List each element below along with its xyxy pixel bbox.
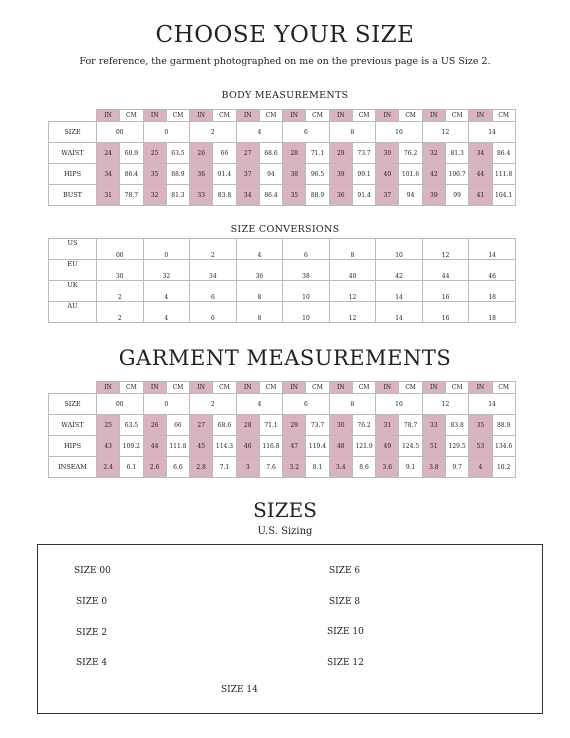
value-cell: 46 (236, 436, 259, 457)
unit-header-cell: CM (492, 382, 515, 394)
unit-header-cell: IN (283, 110, 306, 122)
value-cell: 86.4 (120, 164, 143, 185)
conversion-row (49, 281, 516, 302)
unit-header-cell: IN (329, 110, 352, 122)
value-cell: 94 (399, 185, 422, 206)
unit-header-cell: IN (376, 382, 399, 394)
value-cell: 39 (422, 185, 445, 206)
conversion-cell: 6 (190, 302, 237, 323)
value-cell: 38 (283, 164, 306, 185)
conversion-cell: 2 (97, 281, 144, 302)
value-cell: 7.6 (259, 457, 282, 478)
value-cell: 26 (143, 415, 166, 436)
value-cell: 3 (236, 457, 259, 478)
unit-header-cell: CM (492, 110, 515, 122)
page-subtitle: For reference, the garment photographed on me on the previous page is a US Size 2. (79, 56, 491, 67)
value-cell: 99 (445, 185, 468, 206)
value-cell: 29 (329, 143, 352, 164)
row-label: HIPS (49, 436, 97, 457)
value-cell: 73.7 (306, 415, 329, 436)
value-cell: 91.4 (352, 185, 375, 206)
value-cell: 66 (166, 415, 189, 436)
sizes-subtitle: U.S. Sizing (257, 526, 313, 537)
size-cell: 6 (283, 394, 330, 415)
conversion-cell: 4 (143, 281, 190, 302)
value-cell: 30 (329, 415, 352, 436)
unit-header-cell: CM (120, 110, 143, 122)
unit-header-cell: CM (259, 382, 282, 394)
value-cell: 68.6 (259, 143, 282, 164)
unit-header-row (49, 110, 516, 122)
conversion-cell: 44 (422, 260, 469, 281)
value-cell: 36 (190, 164, 213, 185)
table-row (49, 457, 516, 478)
unit-header-cell: CM (306, 382, 329, 394)
conversion-cell: 36 (236, 260, 283, 281)
unit-header-cell: IN (283, 382, 306, 394)
value-cell: 4 (469, 457, 492, 478)
unit-header-cell: CM (399, 382, 422, 394)
value-cell: 83.8 (213, 185, 236, 206)
conversion-cell: 16 (422, 302, 469, 323)
conversion-cell: 6 (190, 281, 237, 302)
value-cell: 37 (376, 185, 399, 206)
value-cell: 109.2 (120, 436, 143, 457)
value-cell: 43 (97, 436, 120, 457)
conversion-cell: 16 (422, 281, 469, 302)
unit-header-cell: IN (190, 110, 213, 122)
value-cell: 76.2 (352, 415, 375, 436)
value-cell: 7.1 (213, 457, 236, 478)
row-label: WAIST (49, 415, 97, 436)
size-cell: 14 (469, 394, 516, 415)
conversion-cell: 10 (283, 281, 330, 302)
conversion-cell: 2 (97, 302, 144, 323)
value-cell: 73.7 (352, 143, 375, 164)
conversion-cell: 6 (283, 239, 330, 260)
sizes-key-box (37, 544, 543, 714)
row-label: HIPS (49, 164, 97, 185)
value-cell: 34 (236, 185, 259, 206)
size-cell: 2 (190, 394, 237, 415)
conversion-row (49, 239, 516, 260)
conversion-cell: 00 (97, 239, 144, 260)
size-key-label: SIZE 10 (327, 627, 364, 637)
row-label: UK (49, 281, 97, 302)
value-cell: 78.7 (399, 415, 422, 436)
size-conversions-title: SIZE CONVERSIONS (230, 224, 340, 235)
value-cell: 3.8 (422, 457, 445, 478)
value-cell: 45 (190, 436, 213, 457)
size-cell: 00 (97, 122, 144, 143)
conversion-cell: 42 (376, 260, 423, 281)
size-key-12 (327, 658, 364, 668)
value-cell: 99.1 (352, 164, 375, 185)
value-cell: 35 (469, 415, 492, 436)
size-cell: 2 (190, 122, 237, 143)
value-cell: 88.9 (492, 415, 515, 436)
unit-header-cell: IN (376, 110, 399, 122)
value-cell: 27 (236, 143, 259, 164)
size-key-label: SIZE 14 (221, 685, 258, 695)
unit-header-cell: CM (306, 110, 329, 122)
size-key-8 (329, 597, 360, 607)
unit-header-cell: CM (166, 110, 189, 122)
size-key-14 (221, 685, 258, 695)
body-measurements-title: BODY MEASUREMENTS (221, 90, 349, 101)
value-cell: 51 (422, 436, 445, 457)
conversion-cell: 0 (143, 239, 190, 260)
row-label: BUST (49, 185, 97, 206)
table-row (49, 415, 516, 436)
value-cell: 44 (143, 436, 166, 457)
value-cell: 106.7 (445, 164, 468, 185)
value-cell: 37 (236, 164, 259, 185)
value-cell: 119.4 (306, 436, 329, 457)
conversion-cell: 18 (469, 302, 516, 323)
value-cell: 36 (329, 185, 352, 206)
size-cell: 10 (376, 122, 423, 143)
garment-measurements-table (48, 381, 516, 478)
size-key-0 (76, 597, 107, 607)
row-label: US (49, 239, 97, 260)
value-cell: 53 (469, 436, 492, 457)
value-cell: 96.5 (306, 164, 329, 185)
table-row (49, 394, 516, 415)
value-cell: 2.4 (97, 457, 120, 478)
value-cell: 25 (97, 415, 120, 436)
unit-header-cell: IN (469, 110, 492, 122)
size-key-2 (76, 628, 107, 638)
size-cell: 6 (283, 122, 330, 143)
value-cell: 31 (376, 415, 399, 436)
value-cell: 24 (97, 143, 120, 164)
unit-header-cell: CM (399, 110, 422, 122)
value-cell: 60.9 (120, 143, 143, 164)
conversion-row (49, 302, 516, 323)
value-cell: 68.6 (213, 415, 236, 436)
unit-header-cell: CM (213, 110, 236, 122)
unit-header-row (49, 382, 516, 394)
unit-header-cell: IN (422, 110, 445, 122)
size-cell: 8 (329, 122, 376, 143)
value-cell: 86.4 (492, 143, 515, 164)
size-key-label: SIZE 4 (76, 658, 108, 668)
value-cell: 31 (97, 185, 120, 206)
unit-header-cell: CM (213, 382, 236, 394)
value-cell: 83.8 (445, 415, 468, 436)
size-cell: 00 (97, 394, 144, 415)
unit-header-cell: IN (97, 110, 120, 122)
table-row (49, 436, 516, 457)
value-cell: 9.1 (399, 457, 422, 478)
value-cell: 71.1 (259, 415, 282, 436)
size-cell: 14 (469, 122, 516, 143)
value-cell: 28 (236, 415, 259, 436)
table-row (49, 185, 516, 206)
corner-cell (49, 110, 97, 122)
conversion-cell: 40 (329, 260, 376, 281)
value-cell: 6.1 (120, 457, 143, 478)
value-cell: 111.8 (492, 164, 515, 185)
value-cell: 116.8 (259, 436, 282, 457)
value-cell: 26 (190, 143, 213, 164)
conversion-cell: 12 (329, 302, 376, 323)
value-cell: 10.2 (492, 457, 515, 478)
conversion-cell: 2 (190, 239, 237, 260)
value-cell: 66 (213, 143, 236, 164)
conversion-cell: 12 (422, 239, 469, 260)
value-cell: 48 (329, 436, 352, 457)
value-cell: 30 (376, 143, 399, 164)
size-key-10 (327, 627, 364, 637)
value-cell: 41 (469, 185, 492, 206)
size-key-label: SIZE 0 (76, 597, 108, 607)
value-cell: 6.6 (166, 457, 189, 478)
value-cell: 29 (283, 415, 306, 436)
value-cell: 32 (422, 143, 445, 164)
value-cell: 2.6 (143, 457, 166, 478)
value-cell: 8.6 (352, 457, 375, 478)
value-cell: 111.8 (166, 436, 189, 457)
unit-header-cell: CM (445, 382, 468, 394)
size-cell: 0 (143, 394, 190, 415)
conversion-cell: 34 (190, 260, 237, 281)
conversion-cell: 30 (97, 260, 144, 281)
value-cell: 49 (376, 436, 399, 457)
value-cell: 33 (422, 415, 445, 436)
conversion-cell: 8 (329, 239, 376, 260)
value-cell: 76.2 (399, 143, 422, 164)
conversion-row (49, 260, 516, 281)
value-cell: 42 (422, 164, 445, 185)
value-cell: 3.6 (376, 457, 399, 478)
value-cell: 91.4 (213, 164, 236, 185)
value-cell: 124.5 (399, 436, 422, 457)
body-measurements-table (48, 109, 516, 206)
unit-header-cell: IN (236, 382, 259, 394)
row-label: INSEAM (49, 457, 97, 478)
value-cell: 47 (283, 436, 306, 457)
size-key-4 (76, 658, 107, 668)
size-cell: 8 (329, 394, 376, 415)
size-key-label: SIZE 6 (329, 566, 361, 576)
value-cell: 81.3 (166, 185, 189, 206)
value-cell: 33 (190, 185, 213, 206)
unit-header-cell: CM (166, 382, 189, 394)
value-cell: 3.4 (329, 457, 352, 478)
value-cell: 134.6 (492, 436, 515, 457)
size-cell: 4 (236, 394, 283, 415)
conversion-cell: 4 (236, 239, 283, 260)
size-key-00 (74, 566, 111, 576)
value-cell: 40 (376, 164, 399, 185)
value-cell: 86.4 (259, 185, 282, 206)
conversion-cell: 18 (469, 281, 516, 302)
value-cell: 71.1 (306, 143, 329, 164)
size-conversions-table (48, 238, 516, 323)
unit-header-cell: IN (329, 382, 352, 394)
value-cell: 121.9 (352, 436, 375, 457)
value-cell: 81.3 (445, 143, 468, 164)
row-label: AU (49, 302, 97, 323)
value-cell: 39 (329, 164, 352, 185)
value-cell: 104.1 (492, 185, 515, 206)
unit-header-cell: IN (97, 382, 120, 394)
unit-header-cell: CM (352, 110, 375, 122)
row-label: SIZE (49, 394, 97, 415)
unit-header-cell: IN (190, 382, 213, 394)
conversion-cell: 10 (376, 239, 423, 260)
size-key-label: SIZE 12 (327, 658, 364, 668)
conversion-cell: 14 (376, 281, 423, 302)
conversion-cell: 4 (143, 302, 190, 323)
value-cell: 35 (143, 164, 166, 185)
corner-cell (49, 382, 97, 394)
conversion-cell: 10 (283, 302, 330, 323)
value-cell: 32 (143, 185, 166, 206)
conversion-cell: 8 (236, 302, 283, 323)
conversion-cell: 14 (376, 302, 423, 323)
value-cell: 27 (190, 415, 213, 436)
unit-header-cell: IN (236, 110, 259, 122)
value-cell: 101.6 (399, 164, 422, 185)
value-cell: 25 (143, 143, 166, 164)
conversion-cell: 14 (469, 239, 516, 260)
value-cell: 94 (259, 164, 282, 185)
conversion-cell: 12 (329, 281, 376, 302)
size-cell: 12 (422, 122, 469, 143)
unit-header-cell: IN (143, 110, 166, 122)
value-cell: 8.1 (306, 457, 329, 478)
page-title: CHOOSE YOUR SIZE (155, 22, 415, 48)
size-key-label: SIZE 2 (76, 628, 108, 638)
value-cell: 129.5 (445, 436, 468, 457)
unit-header-cell: CM (352, 382, 375, 394)
value-cell: 34 (97, 164, 120, 185)
size-key-label: SIZE 00 (74, 566, 111, 576)
size-key-label: SIZE 8 (329, 597, 361, 607)
size-cell: 4 (236, 122, 283, 143)
conversion-cell: 32 (143, 260, 190, 281)
unit-header-cell: IN (469, 382, 492, 394)
value-cell: 3.2 (283, 457, 306, 478)
sizes-title: SIZES (253, 498, 317, 522)
size-cell: 0 (143, 122, 190, 143)
conversion-cell: 46 (469, 260, 516, 281)
unit-header-cell: IN (422, 382, 445, 394)
size-cell: 12 (422, 394, 469, 415)
row-label: EU (49, 260, 97, 281)
size-key-6 (329, 566, 360, 576)
table-row (49, 164, 516, 185)
value-cell: 34 (469, 143, 492, 164)
value-cell: 63.5 (120, 415, 143, 436)
row-label: SIZE (49, 122, 97, 143)
row-label: WAIST (49, 143, 97, 164)
size-cell: 10 (376, 394, 423, 415)
conversion-cell: 8 (236, 281, 283, 302)
value-cell: 88.9 (166, 164, 189, 185)
value-cell: 28 (283, 143, 306, 164)
unit-header-cell: CM (120, 382, 143, 394)
table-row (49, 122, 516, 143)
value-cell: 114.3 (213, 436, 236, 457)
value-cell: 9.7 (445, 457, 468, 478)
garment-measurements-title: GARMENT MEASUREMENTS (118, 346, 452, 370)
value-cell: 2.8 (190, 457, 213, 478)
value-cell: 44 (469, 164, 492, 185)
unit-header-cell: IN (143, 382, 166, 394)
value-cell: 88.9 (306, 185, 329, 206)
value-cell: 35 (283, 185, 306, 206)
unit-header-cell: CM (445, 110, 468, 122)
conversion-cell: 38 (283, 260, 330, 281)
value-cell: 78.7 (120, 185, 143, 206)
table-row (49, 143, 516, 164)
value-cell: 63.5 (166, 143, 189, 164)
unit-header-cell: CM (259, 110, 282, 122)
